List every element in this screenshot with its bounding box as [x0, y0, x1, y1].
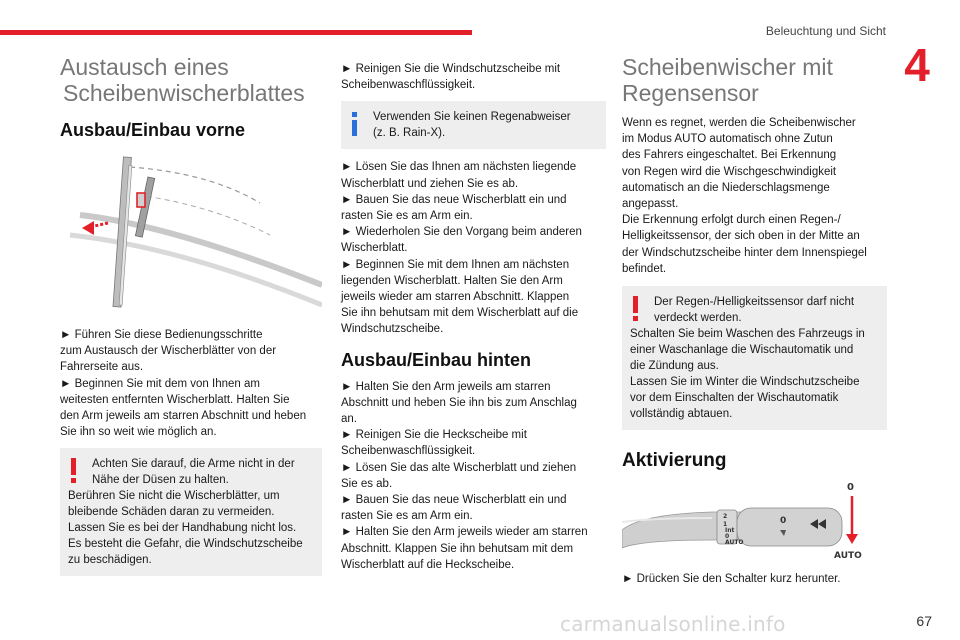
lever-label-0: 0	[847, 482, 854, 494]
front-wiper-illustration	[60, 155, 322, 315]
press-down-arrow-icon	[846, 534, 858, 544]
heading-rain-sensor: Scheibenwischer mit Regensensor	[622, 54, 833, 106]
heading-activation: Aktivierung	[622, 450, 727, 472]
lever-label-auto: AUTO	[834, 551, 862, 562]
column-left	[60, 54, 322, 576]
chapter-number: 4	[904, 39, 930, 91]
warning-note-arms: Achten Sie darauf, die Arme nicht in der Nähe der Düsen zu halten. Berühren Sie nicht die Wischerblätter, um bleibende Schäden daran zu vermeiden. Lassen Sie es bei der Handhabung nicht los. Es besteht die Gefahr, die Windschutzscheibe zu beschädigen.	[60, 448, 322, 576]
front-steps-continued: ► Lösen Sie das Ihnen am nächsten liegende Wischerblatt und ziehen Sie es ab. ► Bauen Sie das neue Wischerblatt ein und rasten Sie es am Arm ein. ► Wiederholen Sie den Vorgang beim anderen Wischerblatt. ► Beginnen Sie mit dem Ihnen am nächsten liegenden Wischerblatt. Halten Sie den Arm jeweils wieder am starren Abschnitt. Klappen Sie ihn behutsam mit dem Wischerblatt auf die Windschutzscheibe.	[341, 161, 582, 336]
info-icon	[348, 110, 362, 138]
info-note-rain-repellent: Verwenden Sie keinen Regenabweiser (z. B. Rain-X).	[341, 101, 606, 149]
rear-instructions: ► Halten Sie den Arm jeweils am starren Abschnitt und heben Sie ihn bis zum Anschlag an. ► Reinigen Sie die Heckscheibe mit Scheibenwaschflüssigkeit. ► Lösen Sie das alte Wischerblatt und ziehen Sie es ab. ► Bauen Sie das neue Wischerblatt ein und rasten Sie es am Arm ein. ► Halten Sie den Arm jeweils wieder am starren Abschnitt. Klappen Sie ihn behutsam mit dem Wischerblatt auf die Heckscheibe.	[341, 380, 588, 571]
section-title: Beleuchtung und Sicht	[765, 24, 886, 38]
watermark: carmanualsonline.info	[560, 612, 786, 636]
heading-front: Ausbau/Einbau vorne	[60, 120, 246, 140]
rain-sensor-description: Wenn es regnet, werden die Scheibenwischer im Modus AUTO automatisch ohne Zutun des Fahrers eingeschaltet. Bei Erkennung von Regen wird die Wischgeschwindigkeit automatisch an die Niederschlagsmenge angepasst. Die Erkennung erfolgt durch einen Regen-/ Helligkeitssensor, der sich oben in der Mitte an der Windschutzscheibe hinter dem Innenspiegel befindet.	[622, 117, 867, 275]
stalk-label-2: 2	[723, 513, 728, 521]
warning-note-sensor: Der Regen-/Helligkeitssensor darf nicht verdeckt werden. Schalten Sie beim Waschen des Fahrzeugs in einer Waschanlage die Wischautomatik und die Zündung aus. Lassen Sie im Winter die Windschutzscheibe vor dem Einschalten der Wischautomatik vollständig abtauen.	[622, 286, 887, 430]
column-middle	[341, 61, 606, 573]
activation-instruction: ► Drücken Sie den Schalter kurz herunter.	[622, 573, 841, 586]
stalk-label-auto: AUTO	[725, 539, 744, 547]
front-instructions: ► Führen Sie diese Bedienungsschritte zum Austausch der Wischerblätter von der Fahrerseite aus. ► Beginnen Sie mit dem von Ihnen am weitesten entfernten Wischerblatt. Halten Sie den Arm jeweils am starren Abschnitt und heben Sie ihn so weit wie möglich an.	[60, 329, 307, 439]
stalk-label-int: Int	[725, 527, 735, 535]
page-number: 67	[916, 613, 932, 629]
ring-label-0: 0	[780, 516, 787, 527]
warning-exclamation-icon	[67, 457, 81, 485]
column-right	[622, 54, 887, 587]
wiper-stalk-illustration	[622, 478, 887, 563]
heading-blade-replacement: Austausch eines Scheibenwischerblattes	[60, 54, 305, 106]
clean-windscreen-text: ► Reinigen Sie die Windschutzscheibe mit Scheibenwaschflüssigkeit.	[341, 63, 561, 92]
stalk-label-1: 1	[723, 521, 728, 529]
warning-exclamation-icon	[629, 295, 643, 323]
header-accent-bar	[0, 30, 472, 35]
heading-rear: Ausbau/Einbau hinten	[341, 349, 532, 370]
stalk-label-0: 0	[725, 533, 730, 541]
